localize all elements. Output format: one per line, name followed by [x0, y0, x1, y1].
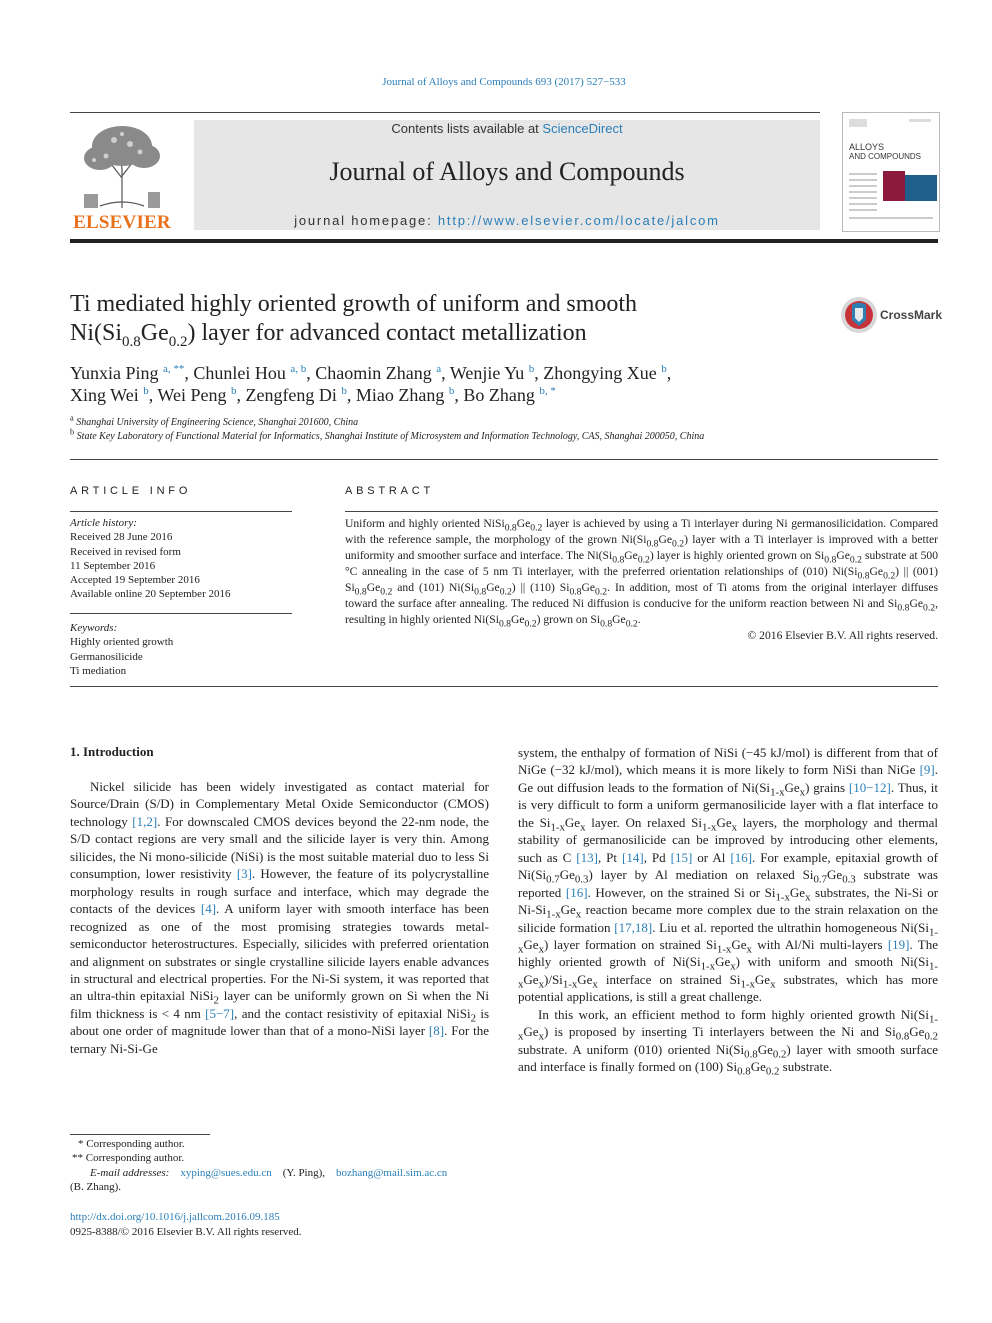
footnote-corresponding-2: ** Corresponding author. [72, 1152, 185, 1165]
title-part: Ge [140, 320, 169, 346]
header-top-rule [70, 112, 820, 113]
title-line1: Ti mediated highly oriented growth of uniform and smooth [70, 291, 638, 317]
article-info-rule [70, 511, 292, 512]
author[interactable]: Miao Zhang $^b$ [355, 385, 455, 405]
history-entry: Received 28 June 2016 [70, 531, 173, 544]
footnotes [70, 1137, 490, 1195]
abstract-rule [345, 511, 938, 512]
crossmark-icon [840, 296, 878, 334]
author[interactable]: Yunxia Ping $^{a, **}$ [70, 363, 185, 383]
author[interactable]: Wei Peng $^b$ [157, 385, 237, 405]
email-label: E-mail addresses: [90, 1166, 170, 1179]
footnote-corresponding-1: * Corresponding author. [78, 1138, 185, 1150]
title-subscript: 0.2 [168, 333, 188, 350]
journal-citation[interactable]: Journal of Alloys and Compounds 693 (2017) 527−533 [382, 76, 626, 88]
email-owner-2: (B. Zhang). [70, 1181, 122, 1194]
author[interactable]: Zhongying Xue $^b$ [543, 363, 667, 383]
journal-name: Journal of Alloys and Compounds [329, 157, 685, 186]
keyword: Germanosilicide [70, 650, 143, 663]
paragraph: In this work, an efficient method to form highly oriented growth $Ni(Si_{1-x}Ge_x)$ is proposed by inserting Ti interlayers between the Ni and $Si_{0.8}Ge_{0.2}$ substrate. A uniform (010) oriented $Ni(Si_{0.8}Ge_{0.2})$ layer with smooth surface and interface is finally formed on (100) $Si_{0.8}Ge_{0.2}$ substrate. [518, 1006, 939, 1078]
cover-title-line1: ALLOYS [849, 142, 885, 152]
history-entry: Available online 20 September 2016 [70, 588, 231, 601]
crossmark-badge[interactable] [840, 296, 943, 334]
history-label: Article history: [70, 517, 137, 529]
affiliation-b: $^b$ State Key Laboratory of Functional Material for Informatics, Shanghai Institute of Microsystem and Information Technology, CAS, Shanghai 200050, China [70, 427, 705, 442]
email-link-ping[interactable]: xyping@sues.edu.cn [180, 1166, 272, 1179]
journal-cover-thumbnail[interactable] [842, 112, 940, 232]
cover-title [849, 143, 921, 161]
article-history [70, 516, 292, 602]
contents-prefix: Contents lists available at [391, 121, 543, 136]
keywords-label: Keywords: [70, 622, 118, 634]
author-line1: Yunxia Ping $^{a, **}$, Chunlei Hou $^{a, b}$, Chaomin Zhang $^a$, Wenjie Yu $^b$, Zhongying Xue $^b$, [70, 363, 672, 383]
crossmark-label: CrossMark [880, 308, 943, 322]
body-column-right [518, 744, 938, 1076]
abstract-heading: ABSTRACT [345, 485, 435, 497]
affiliation-rule [70, 459, 938, 460]
cover-title-line2: AND COMPOUNDS [849, 152, 922, 161]
sciencedirect-link[interactable]: ScienceDirect [542, 121, 623, 136]
abstract-end-rule [70, 686, 938, 687]
title-subscript: 0.8 [122, 333, 141, 350]
footnote-emails [70, 1166, 490, 1180]
keyword: Ti mediation [70, 664, 127, 677]
author[interactable]: Xing Wei $^b$ [70, 385, 149, 405]
issn-copyright: 0925-8388/© 2016 Elsevier B.V. All rights reserved. [70, 1226, 302, 1238]
history-entry: 11 September 2016 [70, 559, 156, 572]
email-owner: (Y. Ping), [282, 1166, 326, 1179]
author-line2: Xing Wei $^b$, Wei Peng $^b$, Zengfeng Di $^b$, Miao Zhang $^b$, Bo Zhang $^{b, *}$ [70, 385, 556, 405]
doi-link[interactable]: http://dx.doi.org/10.1016/j.jallcom.2016.09.185 [70, 1211, 280, 1223]
contents-line [194, 121, 820, 136]
author[interactable]: Chaomin Zhang $^a$ [315, 363, 442, 383]
history-entry: Received in revised form [70, 545, 181, 558]
article-info-heading: ARTICLE INFO [70, 485, 192, 497]
article-title [70, 290, 810, 348]
email-link-zhang[interactable]: bozhang@mail.sim.ac.cn [336, 1166, 448, 1179]
author[interactable]: Wenjie Yu $^b$ [449, 363, 535, 383]
title-part: ) layer for advanced contact metallization [187, 320, 587, 346]
author[interactable]: Zengfeng Di $^b$ [245, 385, 347, 405]
keywords-rule [70, 613, 292, 614]
header-rule [70, 239, 938, 243]
author[interactable]: Bo Zhang $^{b, *}$ [463, 385, 556, 405]
keywords [70, 621, 292, 678]
homepage-prefix: journal homepage: [294, 213, 438, 228]
publisher-wordmark: ELSEVIER [73, 212, 171, 233]
section-heading-introduction: 1. Introduction [70, 744, 154, 759]
journal-homepage [194, 213, 820, 228]
title-part: Ni(Si [70, 320, 123, 346]
copyright-notice: © 2016 Elsevier B.V. All rights reserved. [747, 629, 938, 642]
author[interactable]: Chunlei Hou $^{a, b}$ [193, 363, 307, 383]
affiliation-a: $^a$ Shanghai University of Engineering Science, Shanghai 201600, China [70, 413, 359, 428]
title-line2 [70, 319, 810, 348]
abstract-text: Uniform and highly oriented $NiSi_{0.8}Ge_{0.2}$ layer is achieved by using a Ti interlayer during Ni germanosilicidation. Compared with the reference sample, the morphology of the grown $Ni(Si_{0.8}Ge_{0.2})$ layer with a Ti interlayer is improved with a better uniformity and smoother surface and interface. The $Ni(Si_{0.8}Ge_{0.2})$ layer is highly oriented grown on $Si_{0.8}Ge_{0.2}$ substrate at 500 °C annealing in the case of 5 nm Ti interlayer, with the preferred orientation relationships of (010) $Ni(Si_{0.8}Ge_{0.2})$ || (001) $Si_{0.8}Ge_{0.2}$ and (101) $Ni(Si_{0.8}Ge_{0.2})$ || (110) $Si_{0.8}Ge_{0.2}$. In addition, most of Ti atoms from the original interlayer diffuses toward the surface after annealing. The reduced Ni diffusion is conducive for the uniform reaction between Ni and $Si_{0.8}Ge_{0.2}$, resulting in highly oriented $Ni(Si_{0.8}Ge_{0.2})$ grown on $Si_{0.8}Ge_{0.2}$. © 2016 Elsevier B.V. All rights reserved. [345, 517, 939, 642]
footnote-rule [70, 1134, 210, 1135]
author-list [70, 362, 830, 406]
history-entry: Accepted 19 September 2016 [70, 574, 200, 587]
homepage-link[interactable]: http://www.elsevier.com/locate/jalcom [437, 213, 720, 228]
body-column-left [70, 778, 489, 1057]
paragraph: system, the enthalpy of formation of NiSi (−45 kJ/mol) is different from that of NiGe (−32 kJ/mol), which means it is more likely to form NiSi than NiGe [9]. Ge out diffusion leads to the formation of $Ni(Si_{1-x}Ge_x)$ grains [10−12]. Thus, it is very difficult to form a uniform germanosilicide layer with a flat interface to the $Si_{1-x}Ge_x$ layer. On relaxed $Si_{1-x}Ge_x$ layers, the morphology and thermal stability of germanosilicide can be improved by introducing other elements, such as C [13], Pt [14], Pd [15] or Al [16]. For example, epitaxial growth of $Ni(Si_{0.7}Ge_{0.3})$ layer by Al mediation on relaxed $Si_{0.7}Ge_{0.3}$ substrate was reported [16]. However, on the strained Si or $Si_{1-x}Ge_x$ substrates, the Ni-Si or $Ni-Si_{1-x}Ge_x$ reaction became more complex due to the strain relaxation on the silicide formation [17,18]. Liu et al. reported the ultrathin homogeneous $Ni(Si_{1-x}Ge_x)$ layer formation on strained $Si_{1-x}Ge_x$ with Al/Ni multi-layers [19]. The highly oriented growth of $Ni(Si_{1-x}Ge_x)$ with uniform and smooth $Ni(Si_{1-x}Ge_x)/Si_{1-x}Ge_x$ interface on strained $Si_{1-x}Ge_x$ substrates, which has more potential applications, is still a great challenge. [518, 745, 939, 1005]
paragraph: Nickel silicide has been widely investigated as contact material for Source/Drain (S/D) in Complementary Metal Oxide Semiconductor (CMOS) technology [1,2]. For downscaled CMOS devices beyond the 22-nm node, the S/D contact regions are very small and the silicide layer is very thin. Among silicides, the Ni mono-silicide (NiSi) is the most suitable material duo to less Si consumption, lower resistivity [3]. However, the feature of its polycrystalline morphology results in rough surface and interface, which may degrade the contacts of the devices [4]. A uniform layer with smooth interface has been recognized as one of the most promising strategies towards metal-semiconductor heterostructures. Especially, silicides with preferred orientation and alignment on substrates or single crystalline silicide layers enable advances in structural and electrical properties. For the Ni-Si system, it was reported that an ultra-thin epitaxial NiSi$_2$ layer can be uniformly grown on Si when the Ni film thickness is < 4 nm [5−7], and the contact resistivity of epitaxial NiSi$_2$ is about one order of magnitude lower than that of a mono-NiSi layer [8]. For the ternary Ni-Si-Ge [70, 779, 489, 1056]
keyword: Highly oriented growth [70, 636, 174, 649]
